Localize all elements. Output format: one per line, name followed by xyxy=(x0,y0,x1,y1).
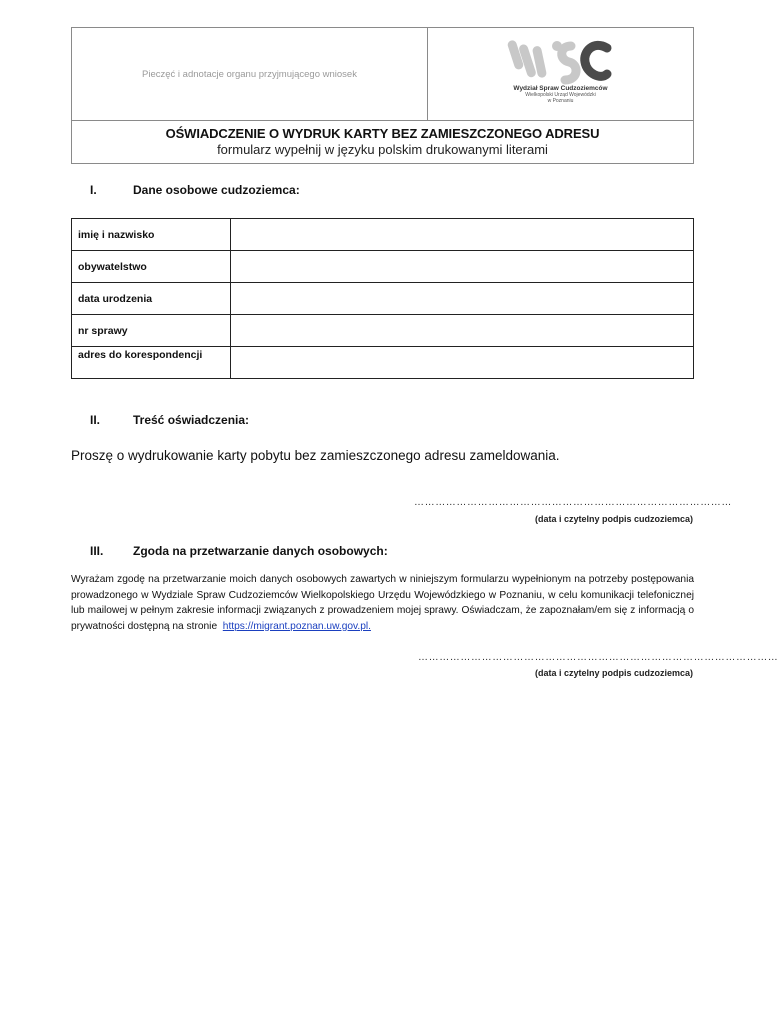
section-1-title: Dane osobowe cudzoziemca: xyxy=(133,183,300,197)
document-title: OŚWIADCZENIE O WYDRUK KARTY BEZ ZAMIESZCZONEGO ADRESU xyxy=(165,126,600,141)
section-2-title: Treść oświadczenia: xyxy=(133,413,250,427)
section-2-number: II. xyxy=(90,413,101,427)
signature-line-1[interactable]: ……………………………………………………………………………… xyxy=(414,497,732,508)
field-label-name: imię i nazwisko xyxy=(72,219,231,251)
field-input-birth-date[interactable] xyxy=(231,283,694,315)
field-input-address[interactable] xyxy=(231,347,694,379)
field-input-case-number[interactable] xyxy=(231,315,694,347)
logo-subtitle-2: w Poznaniu xyxy=(547,98,574,104)
table-row xyxy=(72,251,694,283)
section-3-number: III. xyxy=(90,544,104,558)
section-1-number: I. xyxy=(90,183,97,197)
personal-data-table xyxy=(71,218,694,379)
wsc-logo xyxy=(428,28,693,120)
field-input-name[interactable] xyxy=(231,219,694,251)
consent-text: Wyrażam zgodę na przetwarzanie moich danych osobowych zawartych w niniejszym formularzu wypełnionym na potrzeby postępowania prowadzonego w Wydziale Spraw Cudzoziemców Wielkopolskiego Urzędu Wojewódzkiego w Poznaniu, w celu komunikacji telefonicznej lub mailowej w pełnym zakresie informacji związanych z prowadzeniem mojej sprawy. Oświadczam, że zapoznałam/em się z informacją o prywatności dostępną na stronie xyxy=(71,574,694,632)
signature-caption-2: (data i czytelny podpis cudzoziemca) xyxy=(534,668,693,678)
logo-subtitle-1: Wielkopolski Urząd Wojewódzki xyxy=(525,92,596,98)
section-3-heading xyxy=(90,544,388,558)
section-1-heading xyxy=(90,183,300,197)
field-label-case-number: nr sprawy xyxy=(72,315,231,347)
signature-caption-1: (data i czytelny podpis cudzoziemca) xyxy=(534,514,693,524)
table-row xyxy=(72,219,694,251)
section-2-heading xyxy=(90,413,249,427)
title-cell xyxy=(72,120,693,163)
consent-paragraph xyxy=(71,572,694,634)
table-row xyxy=(72,347,694,379)
table-row xyxy=(72,283,694,315)
field-input-citizenship[interactable] xyxy=(231,251,694,283)
statement-text: Proszę o wydrukowanie karty pobytu bez zamieszczonego adresu zameldowania. xyxy=(71,448,560,463)
logo-title: Wydział Spraw Cudzoziemców xyxy=(513,85,608,92)
field-label-address: adres do korespondencji xyxy=(72,347,231,379)
signature-line-2[interactable]: ………………………………………………………………………………………… xyxy=(418,652,778,663)
wsc-logo-icon xyxy=(509,38,613,84)
document-subtitle: formularz wypełnij w języku polskim drukowanymi literami xyxy=(217,142,548,157)
stamp-text: Pieczęć i adnotacje organu przyjmującego wniosek xyxy=(142,68,357,80)
stamp-area xyxy=(72,28,428,120)
field-label-birth-date: data urodzenia xyxy=(72,283,231,315)
header-box xyxy=(71,27,694,164)
field-label-citizenship: obywatelstwo xyxy=(72,251,231,283)
section-3-title: Zgoda na przetwarzanie danych osobowych: xyxy=(133,544,388,558)
table-row xyxy=(72,315,694,347)
privacy-link[interactable]: https://migrant.poznan.uw.gov.pl. xyxy=(222,620,371,632)
